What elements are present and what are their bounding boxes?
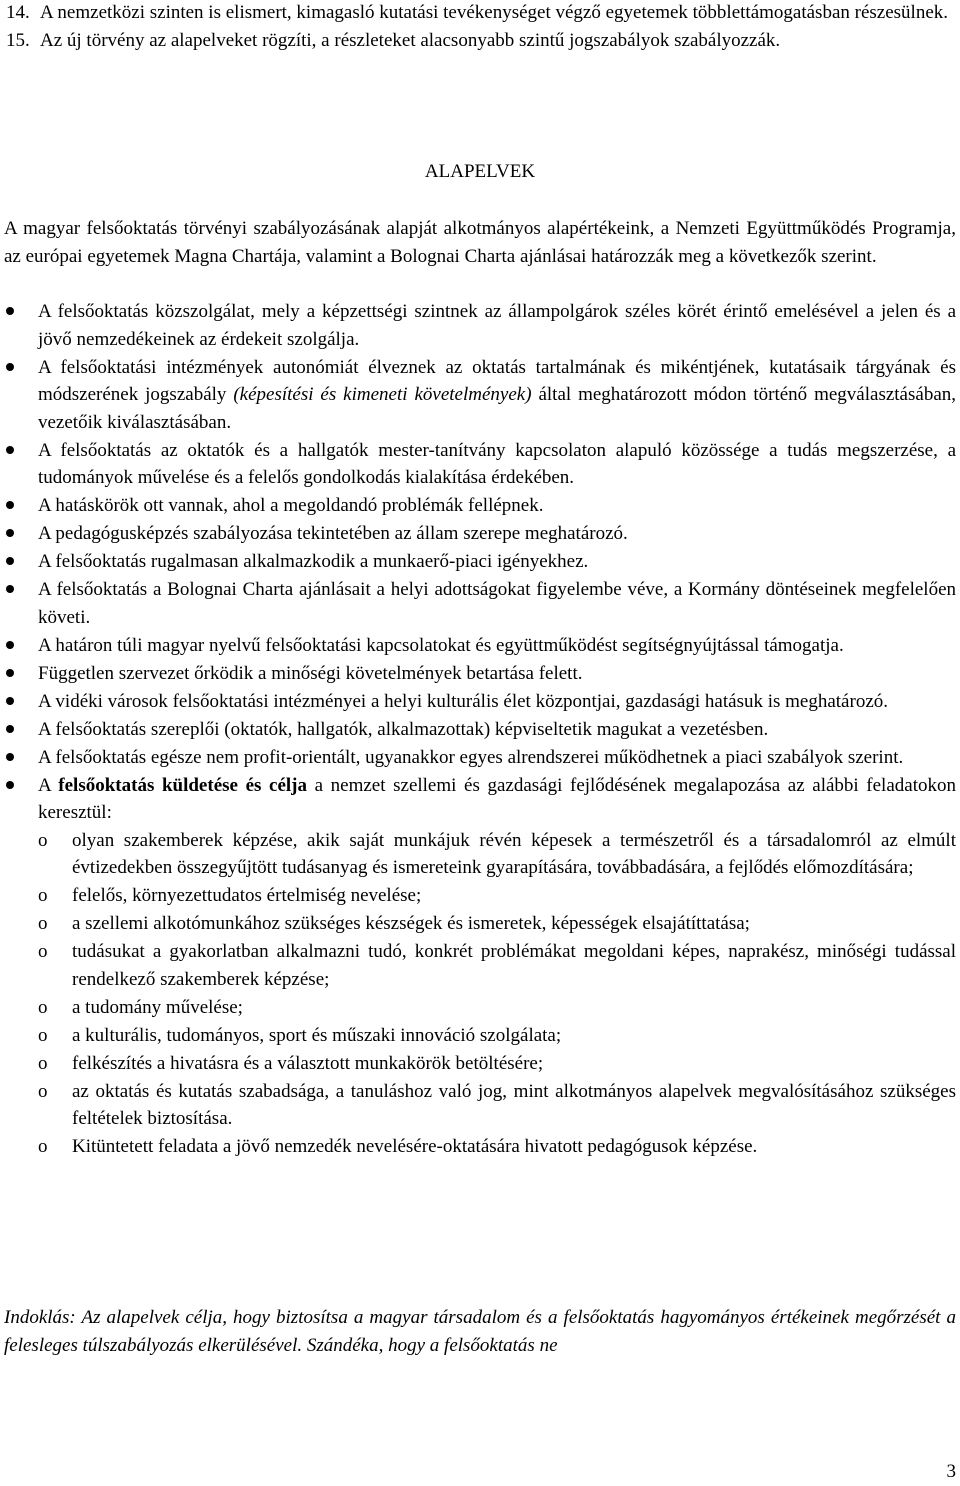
section-heading: ALAPELVEK <box>424 161 536 182</box>
item-text-part: A felsőoktatási intézmények autonómiát élveznek az oktatás tartalmának és mikéntjének, kutatásaik tárgyának és módszerének jogszabály <box>38 356 956 405</box>
sub-marker: o <box>38 885 48 906</box>
bullet-icon <box>6 307 14 315</box>
sub-item-text: a kulturális, tudományos, sport és műszaki innováció szolgálata; <box>72 1024 562 1046</box>
item-text: A határon túli magyar nyelvű felsőoktatási kapcsolatokat és együttműködést segítségnyújtással támogatja. <box>38 634 844 656</box>
sub-item <box>38 827 956 882</box>
item-text: A felsőoktatás közszolgálat, mely a képzettségi szintnek az állampolgárok széles körét érintő emelésével a jelen és a jövő nemzedékeinek az érdekeit szolgálja. <box>38 301 956 350</box>
list-item <box>4 716 956 744</box>
sub-marker: o <box>38 996 48 1018</box>
item-text: Az új törvény az alapelveket rögzíti, a részleteket alacsonyabb szintű jogszabályok szabályozzák. <box>40 29 781 51</box>
sub-marker: o <box>38 941 48 962</box>
item-text: A felsőoktatás az oktatók és a hallgatók mester-tanítvány kapcsolaton alapuló közössége a tudás megszerzése, a tudományok művelése és a felelős gondolkodás kialakítása érdekében. <box>38 439 956 488</box>
bullet-icon <box>6 363 14 371</box>
bullet-icon <box>6 446 14 454</box>
item-text: A nemzetközi szinten is elismert, kimagasló kutatási tevékenységet végző egyetemek többlettámogatásban részesülnek. <box>40 2 949 23</box>
sub-item <box>38 1022 956 1050</box>
sub-item <box>38 910 956 938</box>
bullet-icon <box>6 725 14 733</box>
bullet-icon <box>6 781 14 789</box>
item-text: A hatáskörök ott vannak, ahol a megoldandó problémák fellépnek. <box>38 495 544 516</box>
bullet-icon <box>6 753 14 761</box>
mission-text-part: A <box>38 774 59 796</box>
list-item <box>4 660 956 688</box>
item-text: A felsőoktatás rugalmasan alkalmazkodik a munkaerő-piaci igényekhez. <box>38 551 589 572</box>
sub-item-text: felkészítés a hivatásra és a választott munkakörök betöltésére; <box>72 1052 544 1074</box>
bullet-icon <box>6 669 14 677</box>
sub-item <box>38 994 956 1022</box>
list-item <box>4 437 956 492</box>
sub-marker: o <box>38 1052 48 1074</box>
sub-item <box>38 1078 956 1133</box>
sub-item-text: Kitüntetett feladata a jövő nemzedék nevelésére-oktatására hivatott pedagógusok képzése. <box>72 1136 758 1157</box>
list-item <box>4 576 956 631</box>
justification-note: Indoklás: Az alapelvek célja, hogy biztosítsa a magyar társadalom és a felsőoktatás hagyományos értékeinek megőrzését a felesleges túlszabályozás elkerülésével. Szándéka, hogy a felsőoktatás ne <box>4 1307 956 1356</box>
bullet-icon <box>6 557 14 565</box>
sub-item-text: a szellemi alkotómunkához szükséges készségek és ismeretek, képességek elsajátíttatása; <box>72 913 750 934</box>
item-text: Független szervezet őrködik a minőségi követelmények betartása felett. <box>38 662 583 684</box>
sub-item-text: a tudomány művelése; <box>72 996 243 1018</box>
sub-item <box>38 1050 956 1078</box>
item-text: A pedagógusképzés szabályozása tekintetében az állam szerepe meghatározó. <box>38 523 628 544</box>
mission-bold: felsőoktatás küldetése és célja <box>58 774 307 796</box>
bullet-icon <box>6 641 14 649</box>
list-item <box>4 744 956 772</box>
sub-item-text: felelős, környezettudatos értelmiség nevelése; <box>72 885 422 906</box>
sub-item <box>38 938 956 993</box>
list-item <box>6 0 956 27</box>
page-number: 3 <box>946 1461 956 1482</box>
mission-text-part: a nemzet szellemi és gazdasági fejlődésének megalapozása az alábbi feladatokon keresztül: <box>38 774 956 823</box>
bullet-icon <box>6 585 14 593</box>
bullet-icon <box>6 529 14 537</box>
item-text <box>38 357 956 433</box>
item-text-italic: (képesítési és kimeneti követelmények) <box>233 384 532 405</box>
item-number: 14. <box>6 2 30 23</box>
item-number: 15. <box>6 29 30 51</box>
sub-item-text: az oktatás és kutatás szabadsága, a tanuláshoz való jog, mint alkotmányos alapelvek megvalósításához szükséges feltételek biztosítása. <box>72 1080 956 1129</box>
item-text: A felsőoktatás a Bolognai Charta ajánlásait a helyi adottságokat figyelembe véve, a Kormány döntéseinek megfelelően követi. <box>38 579 956 628</box>
list-item <box>4 548 956 576</box>
sub-marker: o <box>38 1136 48 1157</box>
sub-marker: o <box>38 1024 48 1046</box>
item-text: A felsőoktatás szereplői (oktatók, hallgatók, alkalmazottak) képviseltetik magukat a vezetésben. <box>38 718 769 740</box>
numbered-list <box>6 0 956 54</box>
list-item <box>6 27 956 55</box>
list-item <box>4 492 956 520</box>
principles-list <box>4 298 956 1161</box>
item-text <box>38 775 956 824</box>
bullet-icon <box>6 697 14 705</box>
sub-marker: o <box>38 829 48 851</box>
sub-marker: o <box>38 913 48 934</box>
bullet-icon <box>6 501 14 509</box>
list-item <box>4 520 956 548</box>
item-text: A felsőoktatás egésze nem profit-orientált, ugyanakkor egyes alrendszerei működhetnek a piaci szabályok szerint. <box>38 746 904 768</box>
mission-sublist <box>38 827 956 1161</box>
intro-paragraph: A magyar felsőoktatás törvényi szabályozásának alapját alkotmányos alapértékeink, a Nemzeti Együttműködés Programja, az európai egyetemek Magna Chartája, valamint a Bolognai Charta ajánlásai határozzák meg a következők szerint. <box>4 218 956 267</box>
mission-item <box>4 772 956 1161</box>
list-item <box>4 688 956 716</box>
sub-item <box>38 1133 956 1161</box>
sub-item-text: tudásukat a gyakorlatban alkalmazni tudó, konkrét problémákat megoldani képes, naprakész, minőségi tudással rendelkező szakemberek képzése; <box>72 941 956 990</box>
item-text: A vidéki városok felsőoktatási intézményei a helyi kulturális élet központjai, gazdasági hatásuk is meghatározó. <box>38 690 888 712</box>
list-item <box>4 298 956 353</box>
sub-item-text: olyan szakemberek képzése, akik saját munkájuk révén képesek a természetről és a társadalomról az elmúlt évtizedekben összegyűjtött tudásanyag és ismereteink gyarapítására, továbbadására, a fejlődés előmozdítására; <box>72 829 956 878</box>
list-item <box>4 354 956 437</box>
sub-marker: o <box>38 1080 48 1102</box>
item-text-part: által meghatározott módon történő megválasztásában, vezetőik kiválasztásában. <box>38 384 956 433</box>
list-item <box>4 632 956 660</box>
sub-item <box>38 882 956 910</box>
